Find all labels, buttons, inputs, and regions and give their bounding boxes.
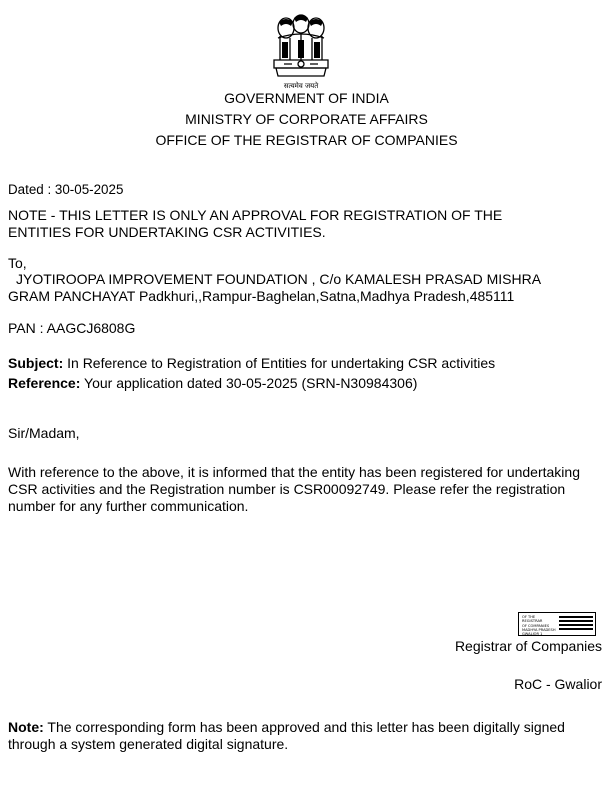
signature-scribble [559,616,593,632]
body-line1: With reference to the above, it is informed that the entity has been registered for undertaking [8,464,580,480]
body-line2: CSR activities and the Registration number is CSR00092749. Please refer the registration [8,481,566,497]
footer-note-line1 [8,719,565,736]
salutation: Sir/Madam, [8,425,80,441]
signatory-title: Registrar of Companies [454,638,602,654]
digital-signature-stamp [518,612,596,636]
addressee-line2: GRAM PANCHAYAT Padkhuri,,Rampur-Baghelan,Satna,Madhya Pradesh,485111 [8,288,515,304]
top-note-line2: ENTITIES FOR UNDERTAKING CSR ACTIVITIES. [8,224,326,240]
top-note-line1: NOTE - THIS LETTER IS ONLY AN APPROVAL FOR REGISTRATION OF THE [8,207,503,223]
reference [8,375,417,392]
addressee-line1: JYOTIROOPA IMPROVEMENT FOUNDATION , C/o KAMALESH PRASAD MISHRA [16,271,542,287]
footer-note-label: Note: [8,719,44,735]
subject [8,355,495,372]
subject-text: In Reference to Registration of Entities for undertaking CSR activities [63,355,496,371]
header-government: GOVERNMENT OF INDIA [224,90,389,106]
dated: Dated : 30-05-2025 [8,182,124,197]
signatory-office: RoC - Gwalior [514,676,602,692]
body-line3: number for any further communication. [8,498,249,514]
reference-text: Your application dated 30-05-2025 (SRN-N30984306) [80,375,418,391]
footer-note-text: The corresponding form has been approved and this letter has been digitally signed [43,719,565,735]
header-office: OFFICE OF THE REGISTRAR OF COMPANIES [155,132,458,148]
subject-label: Subject: [8,355,64,371]
to-label: To, [8,255,27,271]
header-ministry: MINISTRY OF CORPORATE AFFAIRS [185,111,428,127]
pan: PAN : AAGCJ6808G [8,320,136,336]
footer-note-line2: through a system generated digital signature. [8,736,289,752]
emblem-motto: सत्यमेव जयते [283,82,319,90]
reference-label: Reference: [8,375,81,391]
signature-stamp-text: OF THE REGISTRAR OF COMPANIES MADHYA PRADESH GWALIOR 1 [522,615,556,637]
